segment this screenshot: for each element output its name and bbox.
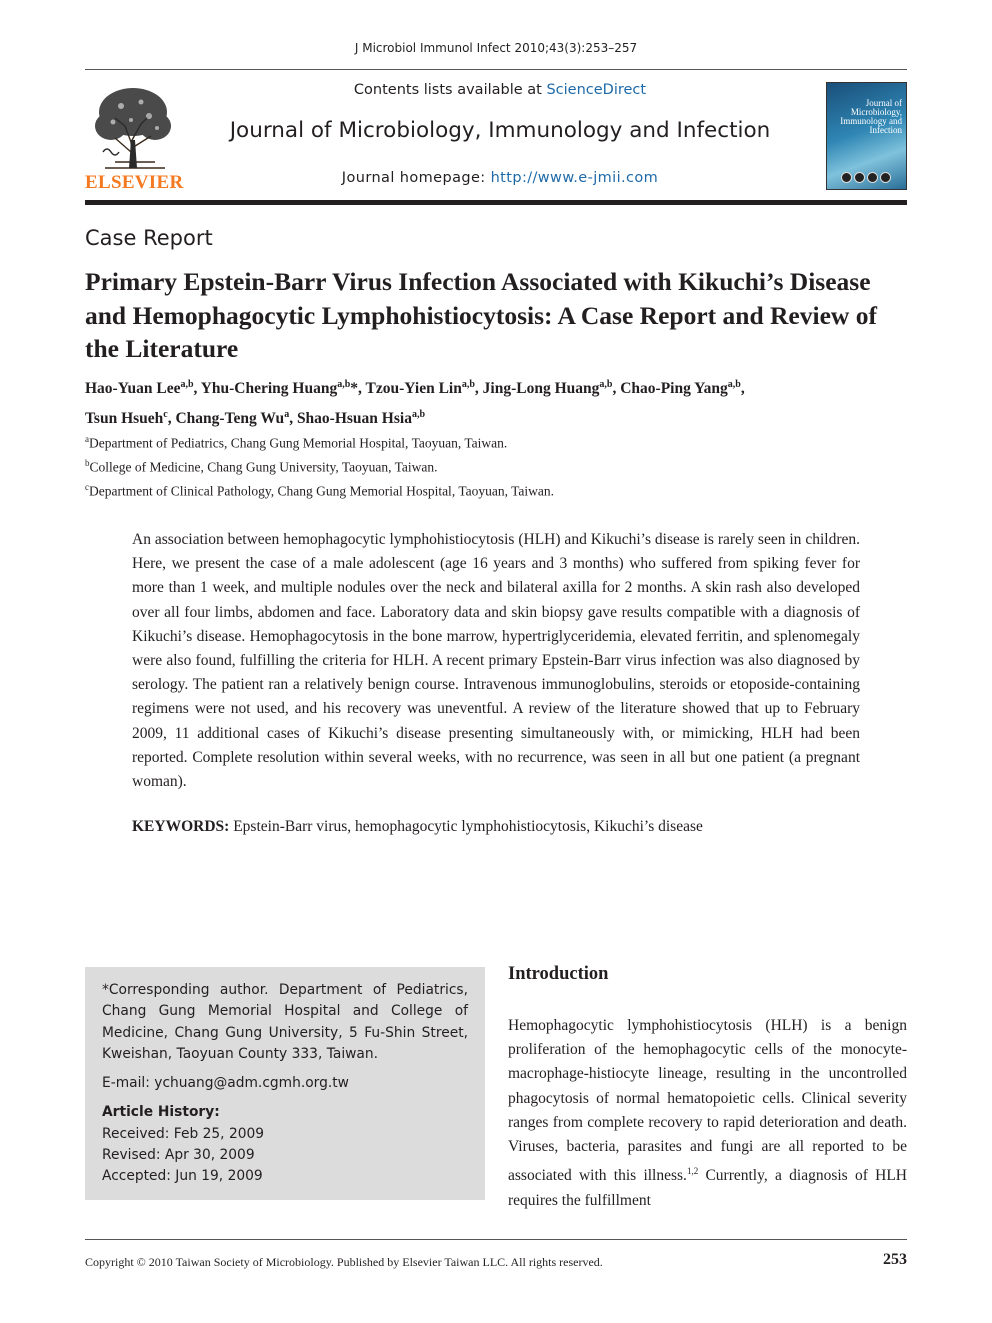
author-affiliation-mark: a xyxy=(284,409,290,421)
abstract: An association between hemophagocytic lymphohistiocytosis (HLH) and Kikuchi’s disease is rarely seen in children. Here, we present the case of a male adolescent (age 16 years and 3 months) who suffered from spiking fever for more than 1 week, and multiple nodules over the neck and bilateral axilla for 2 months. A skin rash also developed over all four limbs, abdomen and face. Laboratory data and skin biopsy gave results compatible with a diagnosis of Kikuchi’s disease. Hemophagocytosis in the bone marrow, hypertriglyceridemia, elevated ferritin, and splenomegaly were also found, fulfilling the criteria for HLH. A recent primary Epstein-Barr virus infection was also diagnosed by serology. The patient ran a relatively benign course. Intravenous immunoglobulins, steroids or etoposide-containing regimens were not used, and his recovery was uneventful. A review of the literature showed that up to February 2009, 11 additional cases of Kikuchi’s disease presenting simultaneously with, or mimicking, HLH had been reported. Complete resolution within several weeks, with no recurrence, was seen in all but one patient (a pregnant woman). xyxy=(132,531,860,791)
homepage-link[interactable]: http://www.e-jmii.com xyxy=(490,170,659,186)
homepage-prefix: Journal homepage: xyxy=(341,170,491,186)
affiliation-mark: a xyxy=(85,434,89,444)
affiliation-text: Department of Pediatrics, Chang Gung Memorial Hospital, Taoyuan, Taiwan. xyxy=(89,435,508,451)
author-name: Chang-Teng Wu xyxy=(175,410,285,428)
page-number: 253 xyxy=(883,1251,907,1268)
author-name: Tzou-Yien Lin xyxy=(365,380,462,398)
affiliation-c xyxy=(85,482,554,500)
author-name: Hao-Yuan Lee xyxy=(85,380,181,398)
author-affiliation-mark: a,b xyxy=(337,379,351,390)
keywords xyxy=(132,818,860,836)
keywords-text: Epstein-Barr virus, hemophagocytic lymphohistiocytosis, Kikuchi’s disease xyxy=(229,818,703,835)
author-name: Jing-Long Huang xyxy=(482,380,600,398)
contents-line xyxy=(200,82,800,98)
intro-body: Hemophagocytic lymphohistiocytosis (HLH) is a benign proliferation of the hemophagocytic cells of the monocyte-macrophage-histiocyte lineage, resulting in the uncontrolled phagocytosis of normal hematopoietic cells. Clinical severity ranges from complete recovery to rapid deterioration and death. Viruses, bacteria, parasites and fungi are all reported to be associated with this illness. xyxy=(508,1017,907,1185)
author-separator: , xyxy=(167,410,176,428)
accepted-date: Accepted: Jun 19, 2009 xyxy=(102,1168,263,1185)
correspondence-box xyxy=(85,967,485,1200)
journal-title: Journal of Microbiology, Immunology and Infection xyxy=(229,118,771,143)
intro-body-continued: Currently, a diagnosis of HLH requires the fulfillment xyxy=(508,1167,907,1209)
sciencedirect-link[interactable]: ScienceDirect xyxy=(546,82,647,98)
article-title: Primary Epstein-Barr Virus Infection Associated with Kikuchi’s Disease and Hemophagocytic Lymphohistiocytosis: A Case Report and Review of the Literature xyxy=(85,267,877,363)
reference-citation[interactable]: 1,2 xyxy=(686,1166,699,1177)
received-date: Received: Feb 25, 2009 xyxy=(102,1125,265,1142)
author-affiliation-mark: a,b xyxy=(411,409,426,421)
header-rule xyxy=(85,69,907,70)
author-separator: , xyxy=(740,380,745,398)
journal-citation: J Microbiol Immunol Infect 2010;43(3):253–257 xyxy=(354,41,638,55)
introduction-text xyxy=(508,1014,907,1213)
article-history-title: Article History: xyxy=(102,1104,220,1121)
cover-badge-icon xyxy=(854,172,865,183)
cover-badge-icon xyxy=(841,172,852,183)
footer-rule xyxy=(85,1239,907,1240)
contents-prefix: Contents lists available at xyxy=(353,82,547,98)
author-affiliation-mark: a,b xyxy=(599,379,613,390)
author-list xyxy=(85,372,907,432)
author-separator: , xyxy=(474,380,483,398)
author-name: Yhu-Chering Huang xyxy=(200,380,338,398)
author-affiliation-mark: a,b xyxy=(180,379,194,390)
author-name: Shao-Hsuan Hsia xyxy=(296,410,412,428)
cover-title: Journal of Microbiology, Immunology and Infection xyxy=(840,98,902,135)
corresponding-author: *Corresponding author. Department of Pediatrics, Chang Gung Memorial Hospital and College of Medicine, Chang Gung University, 5 Fu-Shin Street, Kweishan, Taoyuan County 333, Taiwan. xyxy=(102,982,468,1062)
introduction-heading: Introduction xyxy=(508,964,609,984)
author-separator: *, xyxy=(350,380,366,398)
author-separator: , xyxy=(612,380,621,398)
affiliation-text: Department of Clinical Pathology, Chang Gung Memorial Hospital, Taoyuan, Taiwan. xyxy=(89,483,555,499)
article-type-label: Case Report xyxy=(85,226,213,250)
author-separator: , xyxy=(289,410,297,428)
affiliation-a xyxy=(85,434,507,452)
affiliation-b xyxy=(85,458,438,476)
homepage-line xyxy=(200,170,800,186)
cover-badge-icon xyxy=(867,172,878,183)
author-affiliation-mark: a,b xyxy=(727,379,741,390)
affiliation-mark: b xyxy=(85,458,90,468)
email-link[interactable]: E-mail: ychuang@adm.cgmh.org.tw xyxy=(102,1075,349,1092)
affiliation-mark: c xyxy=(85,482,89,492)
header-thick-rule xyxy=(85,200,907,205)
affiliation-text: College of Medicine, Chang Gung University, Taoyuan, Taiwan. xyxy=(89,459,438,475)
author-affiliation-mark: a,b xyxy=(461,379,475,390)
keywords-label: KEYWORDS: xyxy=(132,818,230,835)
journal-cover-thumbnail xyxy=(826,82,907,190)
cover-badge-icon xyxy=(880,172,891,183)
author-affiliation-mark: c xyxy=(163,409,168,421)
revised-date: Revised: Apr 30, 2009 xyxy=(102,1147,255,1164)
author-name: Chao-Ping Yang xyxy=(620,380,728,398)
author-name: Tsun Hsueh xyxy=(85,410,164,428)
elsevier-wordmark: ELSEVIER xyxy=(85,172,184,193)
copyright-notice: Copyright © 2010 Taiwan Society of Microbiology. Published by Elsevier Taiwan LLC. All rights reserved. xyxy=(85,1255,603,1269)
author-separator: , xyxy=(193,380,201,398)
